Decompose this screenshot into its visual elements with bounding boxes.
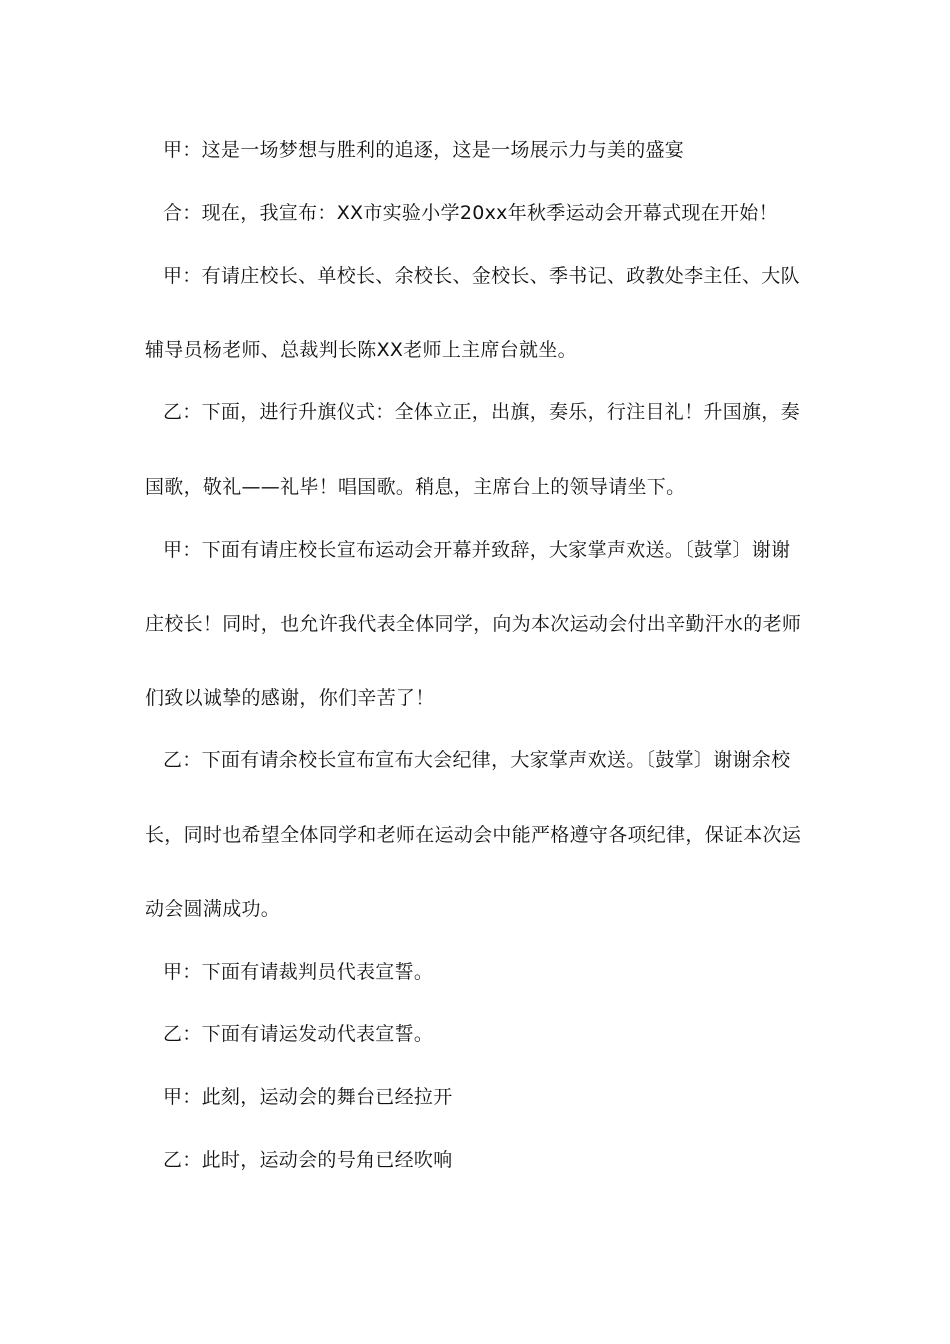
- paragraph-line: 辅导员杨老师、总裁判长陈XX老师上主席台就坐。: [145, 339, 577, 361]
- paragraph-line: 们致以诚挚的感谢，你们辛苦了！: [145, 687, 435, 709]
- paragraph-line: 乙：下面有请运发动代表宣誓。: [163, 1023, 434, 1045]
- paragraph-line: 甲：有请庄校长、单校长、余校长、金校长、季书记、政教处李主任、大队: [163, 265, 800, 287]
- paragraph-line: 乙：下面，进行升旗仪式：全体立正，出旗，奏乐，行注目礼！升国旗，奏: [163, 401, 800, 423]
- paragraph-line: 乙：此时，运动会的号角已经吹响: [163, 1149, 453, 1171]
- paragraph-line: 庄校长！同时，也允许我代表全体同学，向为本次运动会付出辛勤汗水的老师: [145, 613, 802, 635]
- paragraph-line: 合：现在，我宣布：XX市实验小学20xx年秋季运动会开幕式现在开始！: [163, 202, 778, 224]
- paragraph-line: 动会圆满成功。: [145, 898, 281, 920]
- paragraph-line: 甲：下面有请裁判员代表宣誓。: [163, 961, 434, 983]
- paragraph-line: 乙：下面有请余校长宣布宣布大会纪律，大家掌声欢送。〔鼓掌〕谢谢余校: [163, 749, 791, 771]
- paragraph-line: 甲：这是一场梦想与胜利的追逐，这是一场展示力与美的盛宴: [163, 139, 685, 161]
- paragraph-line: 甲：此刻，运动会的舞台已经拉开: [163, 1086, 453, 1108]
- paragraph-line: 长，同时也希望全体同学和老师在运动会中能严格遵守各项纪律，保证本次运: [145, 824, 802, 846]
- paragraph-line: 国歌，敬礼——礼毕！唱国歌。稍息，主席台上的领导请坐下。: [145, 476, 686, 498]
- paragraph-line: 甲：下面有请庄校长宣布运动会开幕并致辞，大家掌声欢送。〔鼓掌〕谢谢: [163, 539, 791, 561]
